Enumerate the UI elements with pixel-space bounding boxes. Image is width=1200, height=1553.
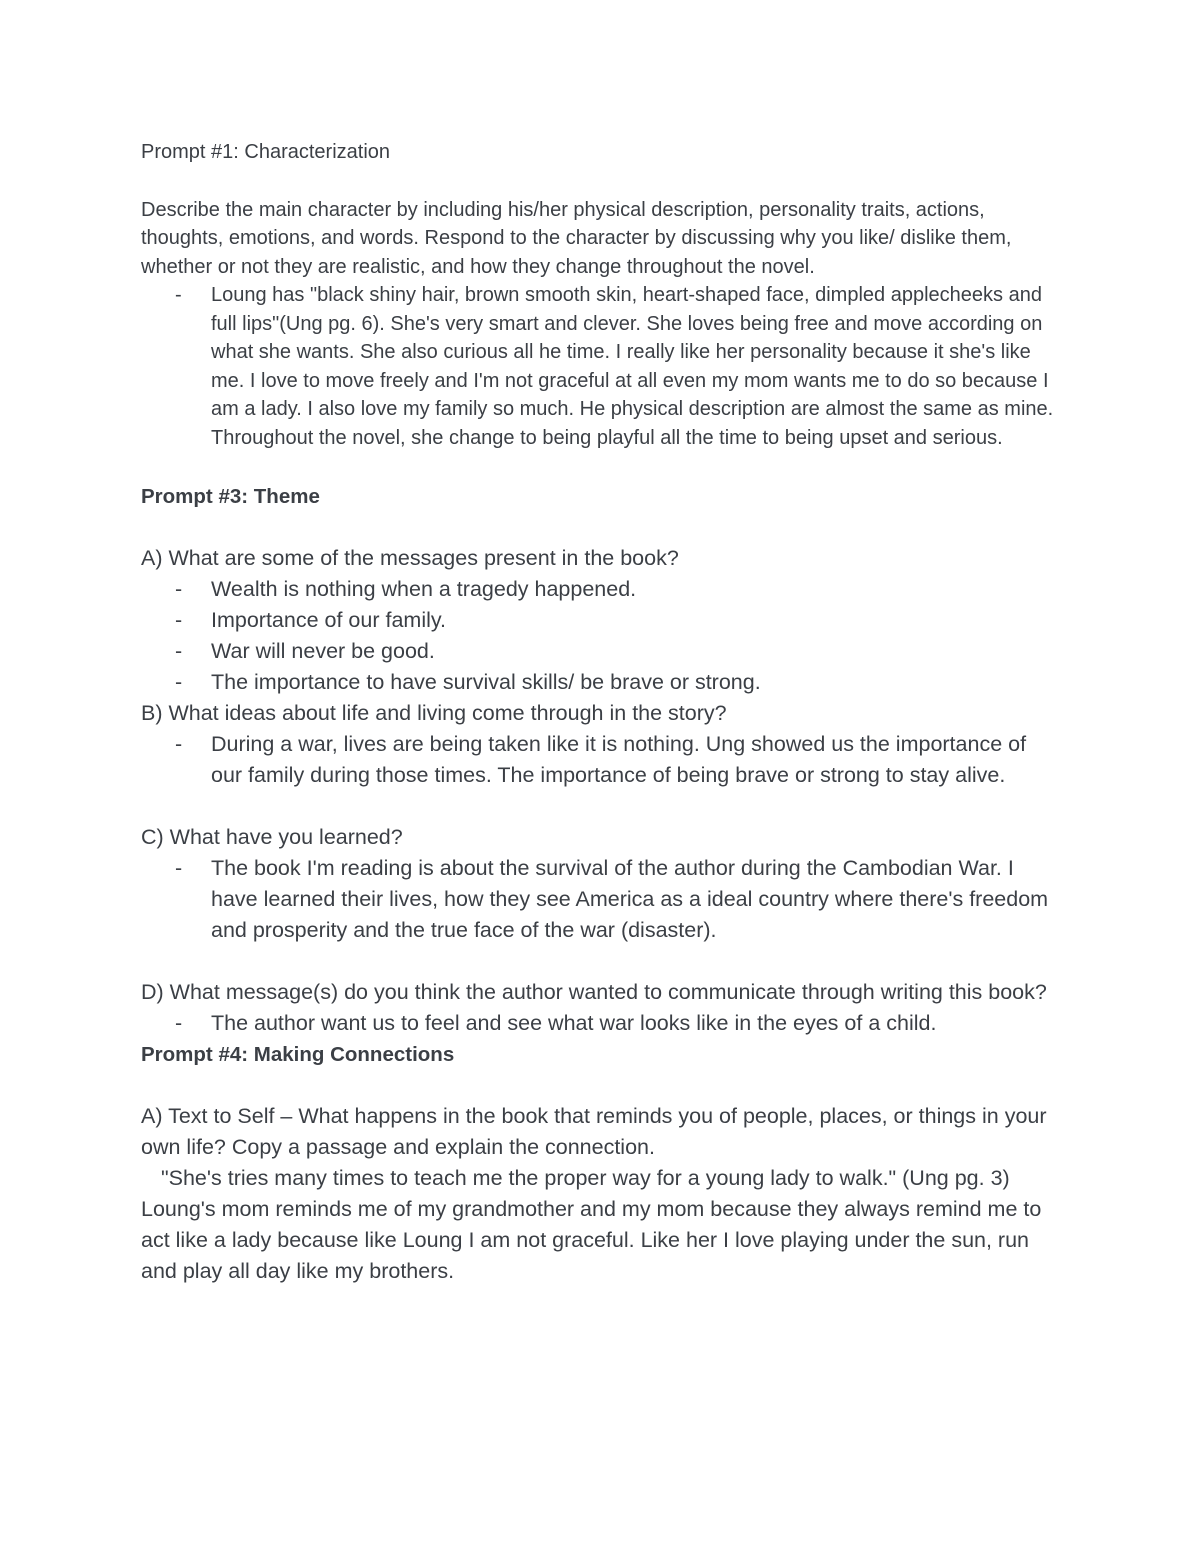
prompt4-title: Prompt #4: Making Connections [141, 1043, 455, 1066]
prompt3-question-c: C) What have you learned? [141, 825, 403, 849]
prompt4-quote: "She's tries many times to teach me the proper way for a young lady to walk." (Ung pg. 3) [161, 1166, 1010, 1190]
list-item: - War will never be good. [141, 636, 1061, 667]
prompt1-instructions: Describe the main character by including his/her physical description, personality traits, actions, thoughts, emotions, and words. Respond to the character by discussing why you like/ dislike them, whether or not they are realistic, and how they change throughout the novel. [141, 198, 1012, 278]
prompt1-section [141, 138, 1061, 452]
list-item: - Wealth is nothing when a tragedy happened. [141, 574, 1061, 605]
prompt4-explanation: Loung's mom reminds me of my grandmother and my mom because they always remind me to act like a lady because like Loung I am not graceful. Like her I love playing under the sun, run and play all day like my brothers. [141, 1197, 1042, 1283]
prompt3-title: Prompt #3: Theme [141, 485, 320, 508]
prompt3-c-list [141, 853, 1061, 946]
prompt1-title: Prompt #1: Characterization [141, 141, 391, 163]
list-item: - The author want us to feel and see what war looks like in the eyes of a child. [141, 1008, 1061, 1039]
prompt3-section [141, 481, 1061, 1039]
list-item: - During a war, lives are being taken like it is nothing. Ung showed us the importance of our family during those times. The importance of being brave or strong to stay alive. [141, 729, 1061, 791]
prompt3-b-list [141, 729, 1061, 791]
prompt3-a-list [141, 574, 1061, 698]
document-page [141, 138, 1061, 1287]
list-item: - The importance to have survival skills/ be brave or strong. [141, 667, 1061, 698]
prompt3-d-list [141, 1008, 1061, 1039]
prompt3-question-b: B) What ideas about life and living come through in the story? [141, 701, 727, 725]
list-item: - Importance of our family. [141, 605, 1061, 636]
prompt3-question-a: A) What are some of the messages present in the book? [141, 546, 679, 570]
prompt3-question-d: D) What message(s) do you think the author wanted to communicate through writing this book? [141, 980, 1047, 1004]
prompt1-answer: - Loung has "black shiny hair, brown smooth skin, heart-shaped face, dimpled applecheeks and full lips"(Ung pg. 6). She's very smart and clever. She loves being free and move according on what she wants. She also curious all he time. I really like her personality because it she's like me. I love to move freely and I'm not graceful at all even my mom wants me to do so because I am a lady. I also love my family so much. He physical description are almost the same as mine. Throughout the novel, she change to being playful all the time to being upset and serious. [141, 281, 1061, 452]
prompt4-section [141, 1039, 1061, 1287]
prompt4-question-a: A) Text to Self – What happens in the book that reminds you of people, places, or things in your own life? Copy a passage and explain the connection. [141, 1104, 1047, 1159]
prompt1-answer-list [141, 281, 1061, 452]
list-item: - The book I'm reading is about the survival of the author during the Cambodian War. I have learned their lives, how they see America as a ideal country where there's freedom and prosperity and the true face of the war (disaster). [141, 853, 1061, 946]
